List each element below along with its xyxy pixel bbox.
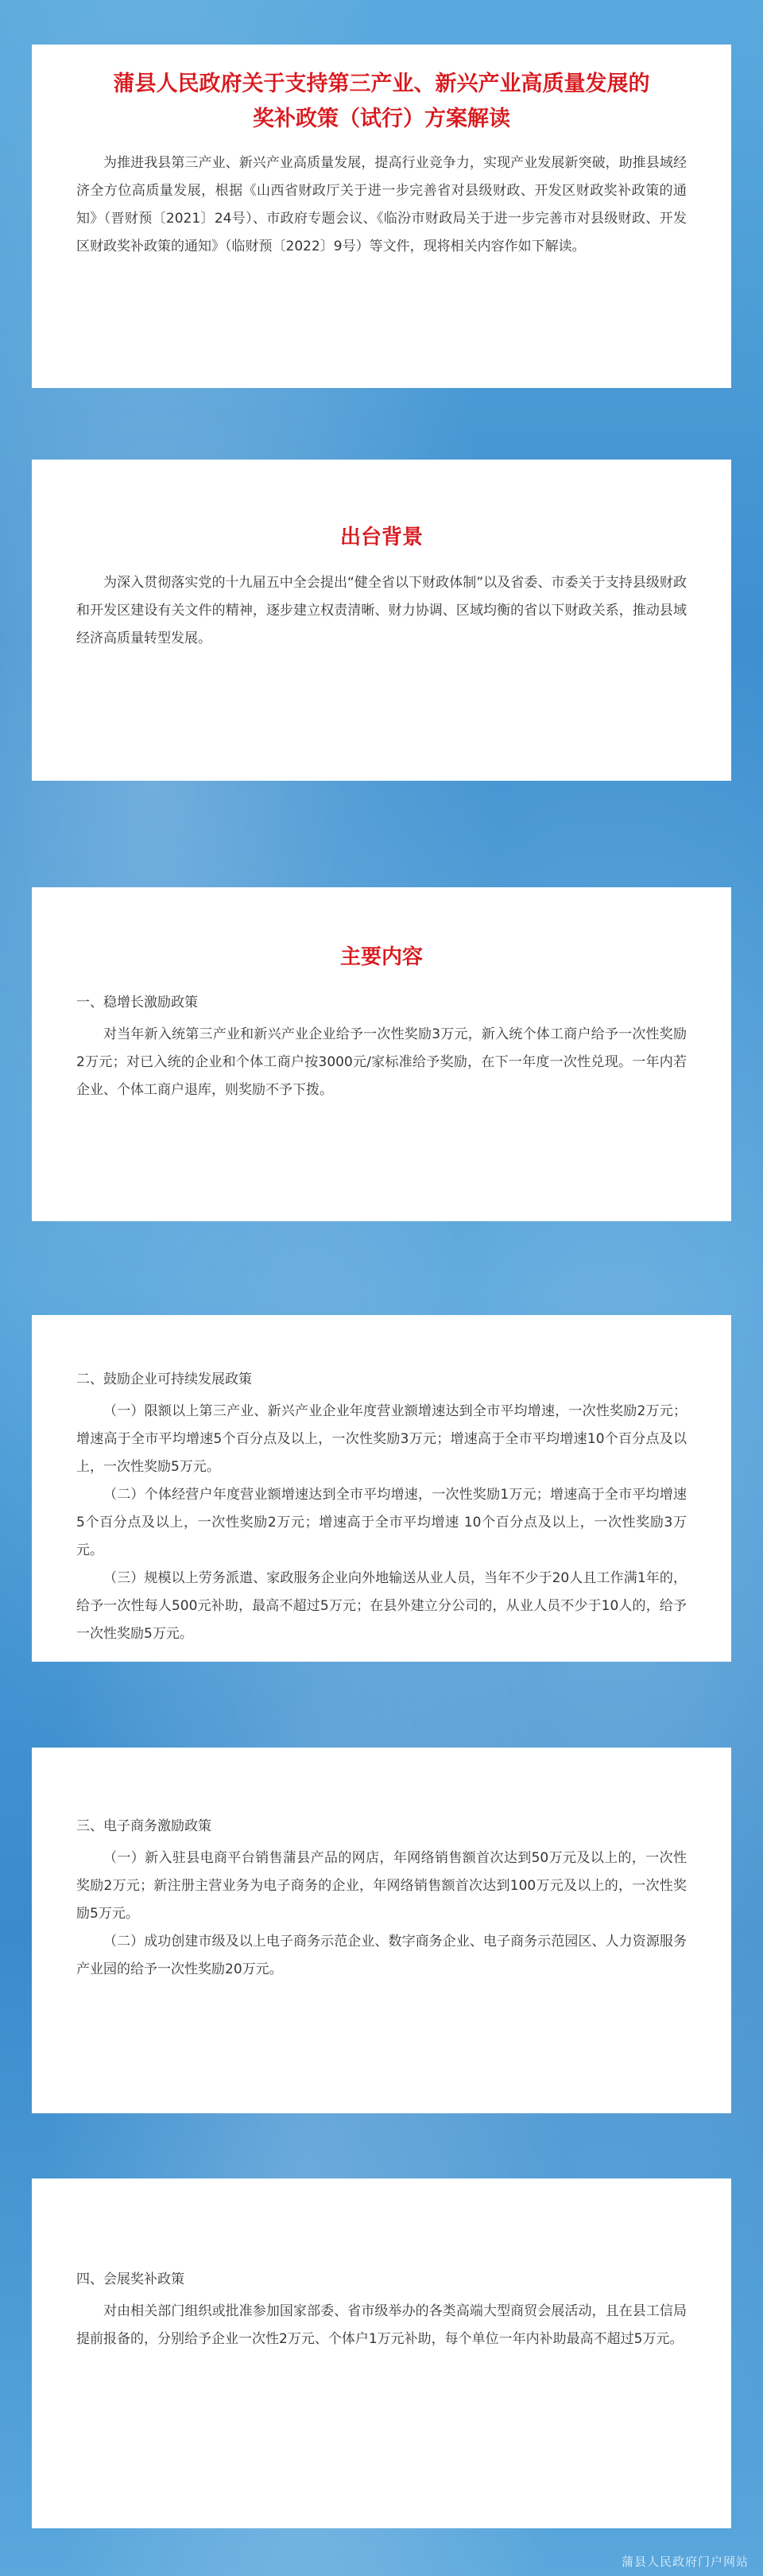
policy-3-item-2: （二）成功创建市级及以上电子商务示范企业、数字商务企业、电子商务示范园区、人力资源服务产业园的给予一次性奖励20万元。 [76,1934,687,1977]
background-card [32,460,731,781]
policy-3-item-1: （一）新入驻县电商平台销售蒲县产品的网店，年网络销售额首次达到50万元及以上的，一次性奖励2万元；新注册主营业务为电子商务的企业，年网络销售额首次达到100万元及以上的，一次性奖励5万元。 [76,1850,687,1922]
background-title: 出台背景 [339,526,423,549]
policy-4-paragraph: 对由相关部门组织或批准参加国家部委、省市级举办的各类高端大型商贸会展活动，且在县工信局提前报备的，分别给予企业一次性2万元、个体户1万元补助，每个单位一年内补助最高不超过5万元。 [76,2303,687,2347]
policy-2-item-3: （三）规模以上劳务派遣、家政服务企业向外地输送从业人员，当年不少于20人且工作满1年的，给予一次性每人500元补助，最高不超过5万元；在县外建立分公司的，从业人员不少于10人的，给予一次性奖励5万元。 [76,1570,687,1642]
policy-1-paragraph: 对当年新入统第三产业和新兴产业企业给予一次性奖励3万元，新入统个体工商户给予一次性奖励2万元；对已入统的企业和个体工商户按3000元/家标准给予奖励，在下一年度一次性兑现。一年内若企业、个体工商户退库，则奖励不予下拨。 [76,1026,687,1098]
policy-3-card [32,1748,731,2113]
background-paragraph: 为深入贯彻落实党的十九届五中全会提出“健全省以下财政体制”以及省委、市委关于支持县级财政和开发区建设有关文件的精神，逐步建立权责清晰、财力协调、区域均衡的省以下财政关系，推动县域经济高质量转型发展。 [76,575,687,646]
site-watermark: 蒲县人民政府门户网站 [621,2555,749,2569]
policy-4-card [32,2178,731,2528]
title-line-1: 蒲县人民政府关于支持第三产业、新兴产业高质量发展的 [113,72,650,96]
intro-card [32,45,731,388]
main-content-card [32,887,731,1221]
policy-2-heading: 二、鼓励企业可持续发展政策 [76,1371,252,1387]
intro-paragraph: 为推进我县第三产业、新兴产业高质量发展，提高行业竞争力，实现产业发展新突破，助推县域经济全方位高质量发展，根据《山西省财政厅关于进一步完善省对县级财政、开发区财政奖补政策的通知》（晋财预〔2021〕24号）、市政府专题会议、《临汾市财政局关于进一步完善市对县级财政、开发区财政奖补政策的通知》（临财预〔2022〕9号）等文件，现将相关内容作如下解读。 [76,155,687,254]
policy-3-heading: 三、电子商务激励政策 [76,1818,211,1834]
policy-2-item-2: （二）个体经营户年度营业额增速达到全市平均增速，一次性奖励1万元；增速高于全市平均增速5个百分点及以上，一次性奖励2万元；增速高于全市平均增速 10个百分点及以上，一次性奖励3万元。 [76,1487,687,1558]
policy-4-heading: 四、会展奖补政策 [76,2271,184,2287]
document-title [76,67,687,137]
policy-2-item-1: （一）限额以上第三产业、新兴产业企业年度营业额增速达到全市平均增速，一次性奖励2万元；增速高于全市平均增速5个百分点及以上，一次性奖励3万元；增速高于全市平均增速10个百分点及以上，一次性奖励5万元。 [76,1403,687,1475]
policy-2-card [32,1315,731,1662]
main-content-title: 主要内容 [339,945,423,969]
policy-1-heading: 一、稳增长激励政策 [76,995,198,1011]
title-line-2: 奖补政策（试行）方案解读 [253,107,510,131]
